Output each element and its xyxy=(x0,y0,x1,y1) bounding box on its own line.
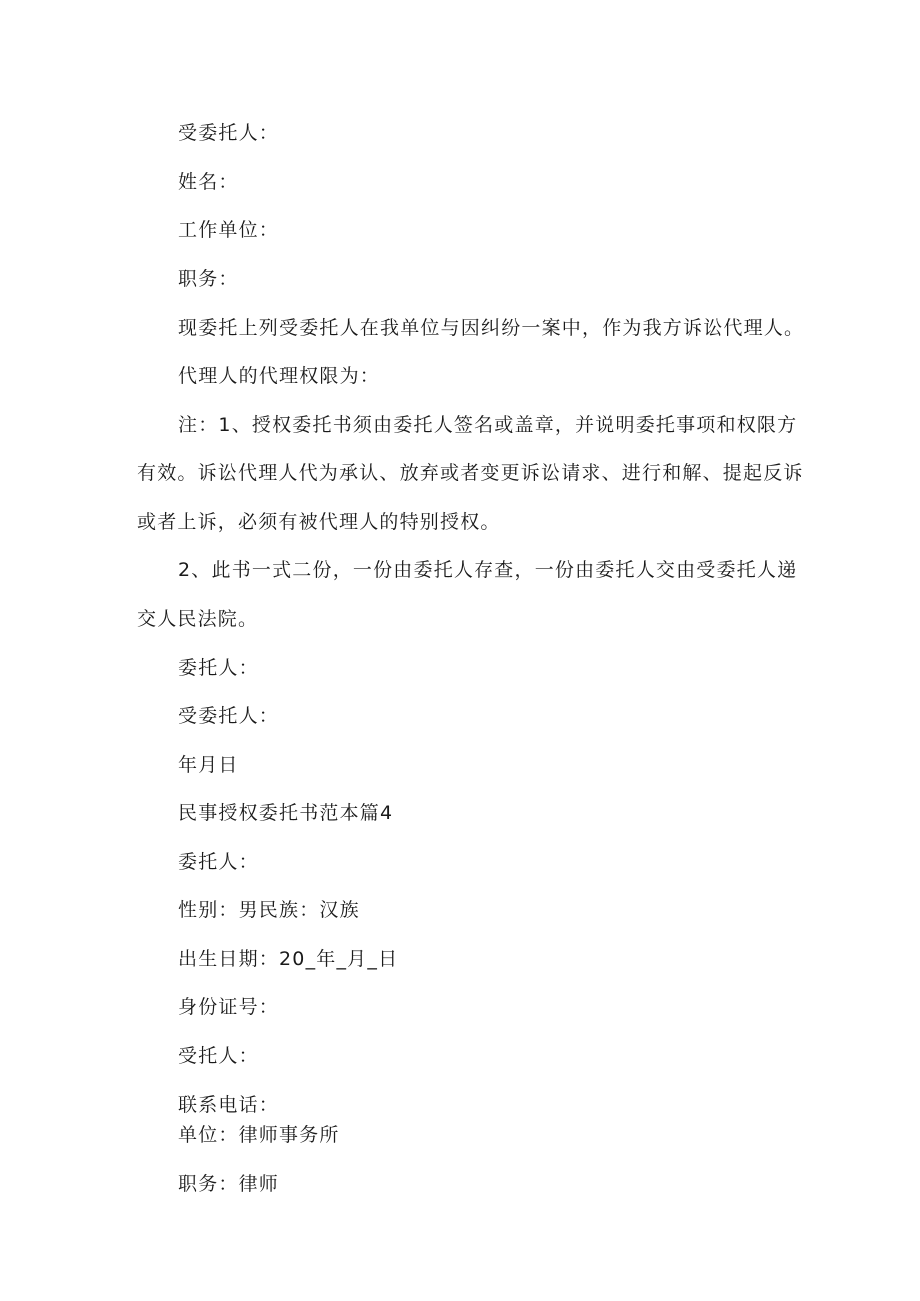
trustee-label: 受委托人： xyxy=(178,122,280,144)
gender-ethnicity-line: 性别：男民族：汉族 xyxy=(178,899,360,921)
id-number-label: 身份证号： xyxy=(178,996,280,1018)
principal-label: 委托人： xyxy=(178,851,259,873)
note-2-line-2: 交人民法院。 xyxy=(137,608,259,630)
position-label: 职务： xyxy=(178,268,239,290)
unit-law-firm-line: 单位：律师事务所 xyxy=(178,1124,340,1146)
agency-scope-label: 代理人的代理权限为： xyxy=(178,365,381,387)
position-lawyer-line: 职务：律师 xyxy=(178,1173,280,1195)
trustee-signature-label: 受委托人： xyxy=(178,705,280,727)
note-1-line-2: 有效。诉讼代理人代为承认、放弃或者变更诉讼请求、进行和解、提起反诉 xyxy=(137,462,804,484)
note-1-line-3: 或者上诉，必须有被代理人的特别授权。 xyxy=(137,511,501,533)
date-label: 年月日 xyxy=(178,754,239,776)
agent-label: 受托人： xyxy=(178,1045,259,1067)
name-label: 姓名： xyxy=(178,171,239,193)
work-unit-label: 工作单位： xyxy=(178,219,280,241)
note-1-line-1: 注：1、授权委托书须由委托人签名或盖章，并说明委托事项和权限方 xyxy=(178,414,798,436)
principal-signature-label: 委托人： xyxy=(178,657,259,679)
birth-date-line: 出生日期：20_年_月_日 xyxy=(178,948,399,970)
phone-label: 联系电话： xyxy=(178,1094,280,1116)
entrustment-statement: 现委托上列受委托人在我单位与因纠纷一案中，作为我方诉讼代理人。 xyxy=(178,317,805,339)
note-2-line-1: 2、此书一式二份，一份由委托人存查，一份由委托人交由受委托人递 xyxy=(178,559,798,581)
section-title: 民事授权委托书范本篇4 xyxy=(178,802,394,824)
